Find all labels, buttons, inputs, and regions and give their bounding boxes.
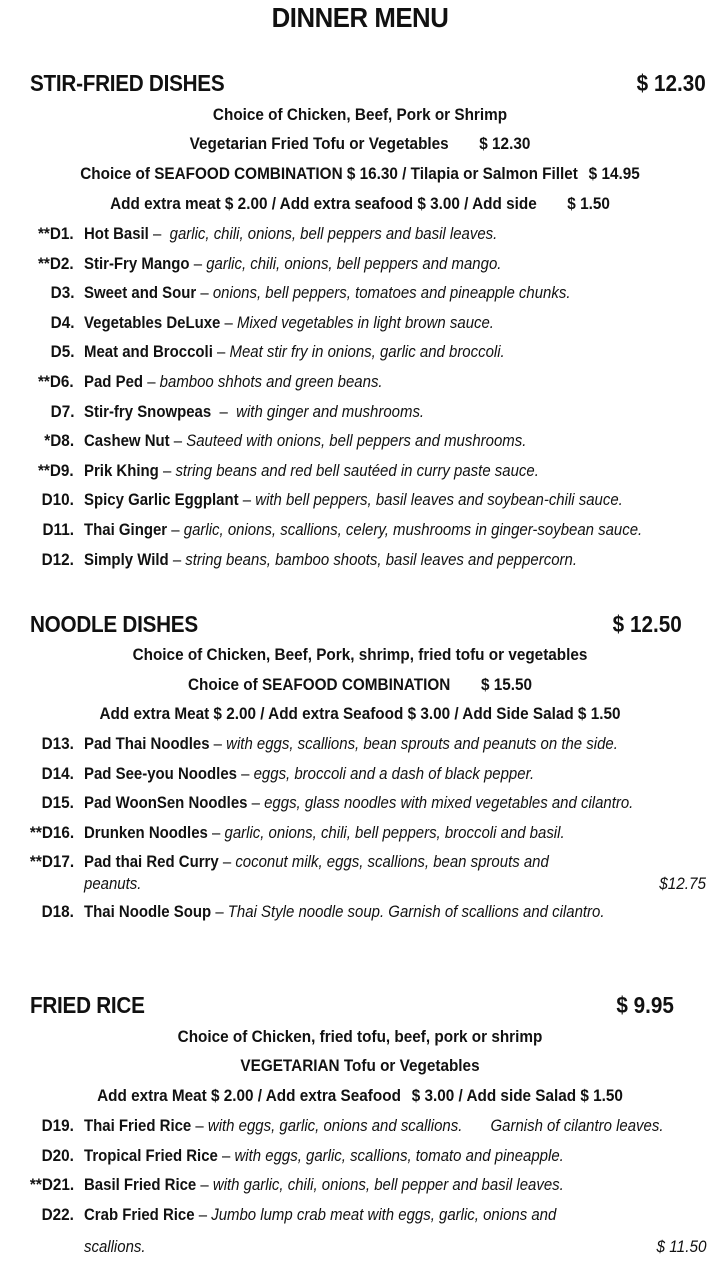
menu-item [0,1175,720,1199]
item-code: **D6. [38,372,74,391]
item-name: Stir-fry Snowpeas [84,401,212,421]
item-name: Spicy Garlic Eggplant [84,490,239,510]
menu-item [0,520,720,544]
d17-description-continued: peanuts. [84,874,142,893]
section-title: STIR-FRIED DISHES [30,70,225,96]
item-separator: – [143,372,160,391]
item-code: D14. [41,763,74,783]
vegetarian-line: VEGETARIAN Tofu or Vegetables [240,1056,480,1075]
item-code: **D16. [29,822,74,842]
menu-item [0,224,720,248]
item-code: D15. [41,793,74,813]
item-separator: – [207,822,225,842]
menu-item [0,254,720,278]
choice-line: Choice of Chicken, fried tofu, beef, pork or shrimp [177,1027,543,1046]
item-code: **D2. [38,253,74,273]
item-name: Stir-Fry Mango [84,253,190,273]
item-body [84,902,605,922]
item-separator: – [209,734,227,753]
extras-line: Add extra Meat $ 2.00 / Add extra Seafood $ 3.00 / Add Side Salad $ 1.50 [99,704,621,723]
item-code: D13. [41,734,74,753]
item-name: Prik Khing [84,460,159,480]
item-body [84,520,642,540]
item-description: Thai Style noodle soup. Garnish of scallions and cilantro. [227,902,605,921]
extras-price: $ 1.50 [567,194,610,213]
item-description: garlic, chili, onions, bell peppers and basil leaves. [169,224,498,243]
item-description: coconut milk, eggs, scallions, bean sprouts and [235,852,549,872]
item-body [84,1116,663,1136]
item-separator: – [194,1204,212,1224]
item-separator: – [220,312,238,332]
menu-item [0,902,720,926]
item-name: Pad Thai Noodles [84,734,210,753]
section-price: $ 9.95 [616,992,674,1018]
item-body [84,431,526,451]
extras-text: Add extra meat $ 2.00 / Add extra seafood $ 3.00 / Add side [110,194,537,213]
item-description: Jumbo lump crab meat with eggs, garlic, onions and [211,1204,557,1224]
item-name: Sweet and Sour [84,283,197,303]
vegetarian-text: Vegetarian Fried Tofu or Vegetables [189,134,449,153]
menu-item [0,490,720,514]
menu-item [0,823,720,847]
choice-line: Choice of Chicken, Beef, Pork, shrimp, fried tofu or vegetables [132,645,588,664]
item-name: Hot Basil [84,224,149,243]
menu-item [0,734,720,758]
menu-item [0,852,720,876]
item-code: D20. [41,1145,74,1165]
vegetarian-price: $ 12.30 [479,134,531,153]
seafood-text: Choice of SEAFOOD COMBINATION [187,675,451,694]
item-name: Crab Fried Rice [84,1204,195,1224]
item-code: D18. [41,902,74,921]
item-description: garlic, onions, chili, bell peppers, broccoli and basil. [224,822,565,842]
d17-price: $12.75 [659,874,706,893]
item-body [84,283,570,303]
d22-description-continued: scallions. [84,1237,146,1256]
section-header-stir-fried [30,70,706,100]
item-code: D4. [50,312,74,332]
extras-line [36,194,684,214]
item-separator: – [211,401,237,421]
item-code: **D9. [38,460,74,480]
item-separator: – [148,224,170,243]
item-body [84,852,549,872]
item-body [84,764,534,784]
item-body [84,224,497,244]
menu-item [0,313,720,337]
item-name: Simply Wild [84,549,169,569]
menu-item [0,764,720,788]
item-name: Meat and Broccoli [84,342,213,362]
item-separator: – [189,253,207,273]
item-name: Thai Fried Rice [84,1116,192,1135]
seafood-price: $ 15.50 [480,675,533,694]
item-code: **D21. [29,1175,74,1195]
menu-item [0,461,720,485]
item-name: Thai Noodle Soup [84,902,212,921]
menu-item [0,793,720,817]
item-body [84,342,505,362]
item-code: D5. [50,342,74,362]
item-description: with garlic, chili, onions, bell pepper and basil leaves. [212,1175,564,1195]
extras-price: $ 3.00 / Add side Salad $ 1.50 [411,1086,623,1105]
item-name: Thai Ginger [84,520,168,539]
item-description: with eggs, garlic, scallions, tomato and pineapple. [234,1145,564,1165]
item-name: Vegetables DeLuxe [84,312,221,332]
item-separator: – [168,549,186,569]
menu-item [0,402,720,426]
seafood-line [36,675,684,695]
choice-line: Choice of Chicken, Beef, Pork or Shrimp [212,105,508,124]
item-description: onions, bell peppers, tomatoes and pineapple chunks. [212,283,571,303]
item-code: **D17. [29,852,74,872]
item-body [84,1175,564,1195]
section-title: NOODLE DISHES [30,611,198,637]
item-name: Basil Fried Rice [84,1175,197,1195]
item-separator: – [218,852,236,872]
item-separator: – [191,1116,208,1135]
item-name: Pad Ped [84,372,144,391]
seafood-line [36,164,684,184]
item-name: Cashew Nut [84,431,170,451]
item-name: Tropical Fried Rice [84,1145,218,1165]
item-description: with bell peppers, basil leaves and soybean-chili sauce. [255,490,623,510]
menu-item [0,550,720,574]
menu-item [0,431,720,455]
menu-item [0,283,720,307]
item-separator: – [217,1145,235,1165]
item-code: D3. [50,283,74,303]
item-name: Pad WoonSen Noodles [84,793,248,813]
item-separator: – [212,342,230,362]
menu-item [0,1205,720,1229]
item-body [84,734,618,754]
item-code: **D1. [38,224,74,243]
item-description: Mixed vegetables in light brown sauce. [237,312,494,332]
item-description: eggs, broccoli and a dash of black pepper. [253,763,535,783]
item-separator: – [158,460,176,480]
item-separator: – [211,902,228,921]
item-body [84,372,383,392]
item-code: D10. [41,490,74,510]
item-separator: – [196,1175,213,1195]
item-garnish-note: Garnish of cilantro leaves. [490,1116,664,1135]
item-body [84,461,539,481]
item-body [84,1146,564,1166]
item-description: garlic, chili, onions, bell peppers and mango. [206,253,502,273]
item-body [84,793,633,813]
item-description: string beans and red bell sautéed in curry paste sauce. [175,460,539,480]
menu-item [0,372,720,396]
item-code: D19. [41,1116,74,1135]
menu-item [0,1116,720,1140]
page-title: DINNER MENU [271,2,449,33]
item-description: string beans, bamboo shoots, basil leaves and peppercorn. [185,549,578,569]
item-separator: – [169,431,187,451]
extras-text: Add extra Meat $ 2.00 / Add extra Seafood [97,1086,401,1105]
item-name: Pad thai Red Curry [84,852,219,872]
seafood-text: Choice of SEAFOOD COMBINATION $ 16.30 / Tilapia or Salmon Fillet [80,164,578,183]
item-separator: – [238,490,256,510]
section-header-noodle [30,611,706,641]
item-name: Pad See-you Noodles [84,763,237,783]
item-separator: – [247,793,265,813]
section-price: $ 12.50 [612,611,682,637]
item-separator: – [196,283,213,303]
item-code: D7. [50,401,74,421]
item-description: bamboo shhots and green beans. [159,372,383,391]
item-description: eggs, glass noodles with mixed vegetables and cilantro. [264,793,634,813]
vegetarian-line [36,134,684,154]
item-body [84,823,565,843]
item-code: D11. [42,520,74,539]
item-code: D22. [41,1204,74,1224]
item-body [84,1205,556,1225]
item-body [84,313,494,333]
item-description: with eggs, scallions, bean sprouts and peanuts on the side. [226,734,618,753]
item-separator: – [167,520,184,539]
item-body [84,402,424,422]
item-separator: – [236,763,254,783]
item-description: Meat stir fry in onions, garlic and broccoli. [229,342,505,362]
item-name: Drunken Noodles [84,822,208,842]
item-description: garlic, onions, scallions, celery, mushrooms in ginger-soybean sauce. [183,520,643,539]
d22-price: $ 11.50 [656,1237,706,1256]
item-description: with ginger and mushrooms. [236,401,425,421]
seafood-price: $ 14.95 [588,164,640,183]
item-description: Sauteed with onions, bell peppers and mushrooms. [186,431,527,451]
menu-item [0,1146,720,1170]
item-body [84,550,577,570]
item-code: D12. [41,549,74,569]
section-price: $ 12.30 [636,70,706,96]
section-title: FRIED RICE [30,992,145,1018]
item-description: with eggs, garlic, onions and scallions. [207,1116,463,1135]
menu-item [0,342,720,366]
item-code: *D8. [44,431,74,451]
item-body [84,490,623,510]
item-body [84,254,501,274]
section-header-fried-rice [30,992,706,1022]
extras-line [36,1086,684,1106]
